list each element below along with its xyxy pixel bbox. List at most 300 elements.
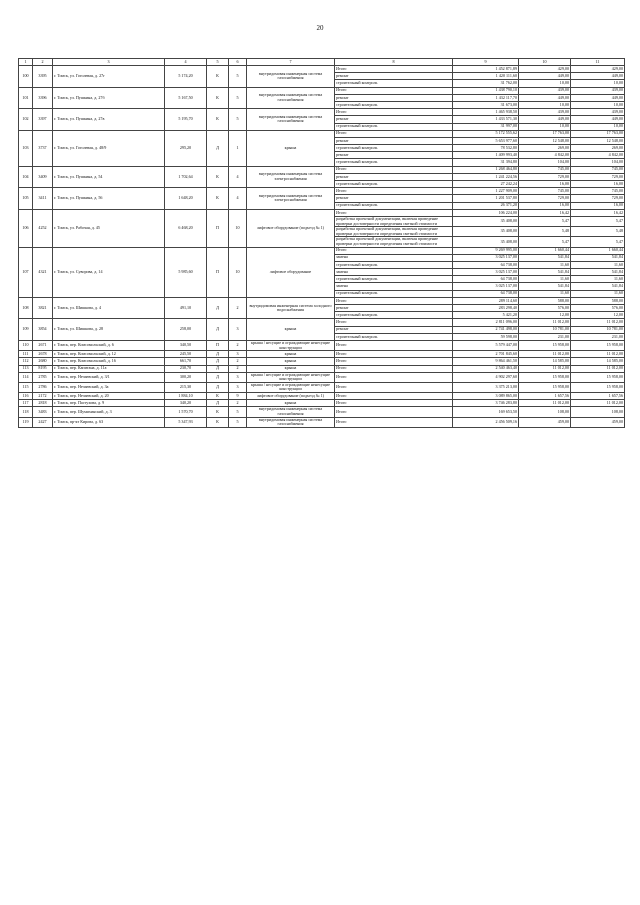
floors: 2	[229, 400, 247, 407]
cost: 1 433 571,30	[453, 116, 519, 123]
cost: 3 025 137,00	[453, 254, 519, 261]
house-id: 3483	[33, 407, 53, 417]
table-row	[19, 87, 625, 94]
cost: 3 746 283,80	[453, 400, 519, 407]
max-unit-cost: 11 012,00	[571, 351, 625, 358]
cost: 2 701 845,60	[453, 351, 519, 358]
service-type: разработка проектной документации, включая проведение проверки достоверности определения сметной стоимости	[335, 237, 453, 247]
address: г. Томск, ул. Суворова, д. 14	[53, 247, 165, 297]
house-id: 2427	[33, 417, 53, 427]
row-number: 109	[19, 319, 33, 341]
unit-cost: 11,60	[519, 261, 571, 268]
floors: 5	[229, 87, 247, 109]
unit-cost: 11,60	[519, 276, 571, 283]
max-unit-cost: 10 781,00	[571, 326, 625, 333]
cost: 2 540 463,40	[453, 365, 519, 372]
unit-cost: 745,00	[519, 166, 571, 173]
unit-cost: 15 958,00	[519, 382, 571, 392]
max-unit-cost: 104,00	[571, 159, 625, 166]
area: 300,20	[165, 372, 207, 382]
max-unit-cost: 16,00	[571, 202, 625, 209]
service-type: замена	[335, 269, 453, 276]
unit-cost: 12 548,00	[519, 137, 571, 144]
service-type: Итого	[335, 66, 453, 73]
unit-cost: 11,60	[519, 290, 571, 297]
max-unit-cost: 12,00	[571, 312, 625, 319]
max-unit-cost: 10,00	[571, 101, 625, 108]
service-type: Итого	[335, 372, 453, 382]
floors: 9	[229, 393, 247, 400]
unit-cost: 231,00	[519, 333, 571, 340]
house-type: К	[207, 393, 229, 400]
area: 661,70	[165, 358, 207, 365]
house-type: Д	[207, 365, 229, 372]
floors: 5	[229, 417, 247, 427]
unit-cost: 439,00	[519, 87, 571, 94]
house-id: 8195	[33, 365, 53, 372]
service-type: строительный контроль	[335, 101, 453, 108]
unit-cost: 449,00	[519, 116, 571, 123]
unit-cost: 11 012,00	[519, 351, 571, 358]
house-id: 2786	[33, 382, 53, 392]
max-unit-cost: 11,60	[571, 276, 625, 283]
area: 340,50	[165, 340, 207, 350]
table-row	[19, 66, 625, 73]
floors: 3	[229, 372, 247, 382]
unit-cost: 459,00	[519, 417, 571, 427]
area: 5 985,60	[165, 247, 207, 297]
row-number: 107	[19, 247, 33, 297]
cost: 3 025 137,00	[453, 283, 519, 290]
column-number-2: 2	[33, 59, 53, 66]
house-type: К	[207, 188, 229, 210]
house-id: 4252	[33, 209, 53, 247]
floors: 10	[229, 209, 247, 247]
house-type: К	[207, 66, 229, 88]
max-unit-cost: 11 012,00	[571, 319, 625, 326]
area: 230,70	[165, 365, 207, 372]
cost: 64 738,00	[453, 261, 519, 268]
address: г. Томск, ул. Пушкина, д. 27б	[53, 87, 165, 109]
unit-cost: 439,00	[519, 109, 571, 116]
cost: 1 438 790,10	[453, 87, 519, 94]
service-type: ремонт	[335, 116, 453, 123]
service-type: Итого	[335, 130, 453, 137]
address: г. Томск, ул. Гоголевая, д. 27г	[53, 66, 165, 88]
cost: 31 762,00	[453, 80, 519, 87]
work-type: внутридомовая инженерная система холодного водоснабжения	[247, 297, 335, 319]
house-id: 4321	[33, 247, 53, 297]
max-unit-cost: 269,00	[571, 145, 625, 152]
house-type: Д	[207, 400, 229, 407]
house-type: Д	[207, 372, 229, 382]
cost: 35 408,00	[453, 237, 519, 247]
service-type: строительный контроль	[335, 276, 453, 283]
work-type: внутридомовая инженерная система электроснабжения	[247, 166, 335, 188]
table-row	[19, 382, 625, 392]
max-unit-cost: 1 657,56	[571, 393, 625, 400]
unit-cost: 10,00	[519, 101, 571, 108]
work-type: крыша	[247, 351, 335, 358]
house-type: Д	[207, 358, 229, 365]
max-unit-cost: 10,00	[571, 123, 625, 130]
house-type: Д	[207, 351, 229, 358]
house-id: 2671	[33, 340, 53, 350]
max-unit-cost: 16,42	[571, 209, 625, 216]
service-type: разработка проектной документации, включая проведение проверки достоверности определения сметной стоимости	[335, 216, 453, 226]
area: 5 174,20	[165, 66, 207, 88]
cost: 1 465 938,50	[453, 109, 519, 116]
floors: 5	[229, 66, 247, 88]
house-id: 3397	[33, 109, 53, 131]
table-row	[19, 109, 625, 116]
service-type: разработка проектной документации, включая проведение проверки достоверности определения сметной стоимости	[335, 227, 453, 237]
house-id: 3854	[33, 319, 53, 341]
service-type: Итого	[335, 109, 453, 116]
house-id: 2172	[33, 393, 53, 400]
area: 215,30	[165, 382, 207, 392]
unit-cost: 269,00	[519, 145, 571, 152]
house-id: 3821	[33, 297, 53, 319]
max-unit-cost: 1 660,44	[571, 247, 625, 254]
row-number: 116	[19, 393, 33, 400]
column-number-9: 9	[453, 59, 519, 66]
column-number-11: 11	[571, 59, 625, 66]
max-unit-cost: 15 958,00	[571, 382, 625, 392]
service-type: строительный контроль	[335, 80, 453, 87]
max-unit-cost: 449,00	[571, 116, 625, 123]
max-unit-cost: 541,84	[571, 283, 625, 290]
service-type: Итого	[335, 297, 453, 304]
row-number: 118	[19, 407, 33, 417]
max-unit-cost: 15 958,00	[571, 372, 625, 382]
row-number: 114	[19, 372, 33, 382]
cost: 9 864 461,50	[453, 358, 519, 365]
unit-cost: 588,00	[519, 297, 571, 304]
work-type: крыша	[247, 130, 335, 166]
unit-cost: 15 958,00	[519, 372, 571, 382]
house-type: П	[207, 247, 229, 297]
cost: 35 408,00	[453, 227, 519, 237]
column-number-4: 4	[165, 59, 207, 66]
service-type: строительный контроль	[335, 261, 453, 268]
cost: 1 420 111,60	[453, 73, 519, 80]
floors: 4	[229, 166, 247, 188]
work-type: внутридомовая инженерная система газоснабжения	[247, 87, 335, 109]
service-type: строительный контроль	[335, 333, 453, 340]
house-id: 2678	[33, 351, 53, 358]
address: г. Томск, ул. Пушкина, д. 27в	[53, 109, 165, 131]
column-number-5: 5	[207, 59, 229, 66]
max-unit-cost: 459,00	[571, 417, 625, 427]
floors: 5	[229, 407, 247, 417]
max-unit-cost: 449,00	[571, 73, 625, 80]
cost: 3 025 137,00	[453, 269, 519, 276]
row-number: 111	[19, 351, 33, 358]
service-type: замена	[335, 283, 453, 290]
address: г. Томск, ул. Пушкина, д. 56	[53, 188, 165, 210]
cost: 78 532,80	[453, 145, 519, 152]
service-type: ремонт	[335, 152, 453, 159]
table-row	[19, 319, 625, 326]
table-row	[19, 209, 625, 216]
table-row	[19, 372, 625, 382]
unit-cost: 5,48	[519, 227, 571, 237]
house-id: 3409	[33, 166, 53, 188]
max-unit-cost: 10,00	[571, 80, 625, 87]
row-number: 115	[19, 382, 33, 392]
row-number: 100	[19, 66, 33, 88]
unit-cost: 4 842,00	[519, 152, 571, 159]
cost: 2 456 509,16	[453, 417, 519, 427]
floors: 1	[229, 130, 247, 166]
house-type: К	[207, 87, 229, 109]
service-type: ремонт	[335, 326, 453, 333]
cost: 5 579 447,00	[453, 340, 519, 350]
max-unit-cost: 576,00	[571, 305, 625, 312]
floors: 3	[229, 351, 247, 358]
service-type: Итого	[335, 400, 453, 407]
area: 1 570,70	[165, 407, 207, 417]
cost: 2 811 096,00	[453, 319, 519, 326]
max-unit-cost: 729,00	[571, 173, 625, 180]
work-type: крыша	[247, 365, 335, 372]
area: 295,20	[165, 130, 207, 166]
service-type: Итого	[335, 340, 453, 350]
cost: 64 738,00	[453, 290, 519, 297]
table-row	[19, 166, 625, 173]
max-unit-cost: 745,00	[571, 166, 625, 173]
table-row	[19, 365, 625, 372]
unit-cost: 15 958,00	[519, 340, 571, 350]
service-type: строительный контроль	[335, 123, 453, 130]
max-unit-cost: 745,00	[571, 188, 625, 195]
unit-cost: 16,00	[519, 181, 571, 188]
cost: 1 227 909,00	[453, 188, 519, 195]
service-type: ремонт	[335, 94, 453, 101]
work-type: крыша / несущие и ограждающие ненесущие конструкции	[247, 372, 335, 382]
work-type: крыша / несущие и ограждающие ненесущие конструкции	[247, 382, 335, 392]
unit-cost: 11 012,00	[519, 365, 571, 372]
column-number-8: 8	[335, 59, 453, 66]
unit-cost: 541,84	[519, 269, 571, 276]
house-type: К	[207, 417, 229, 427]
area: 258,00	[165, 319, 207, 341]
cost: 35 408,00	[453, 216, 519, 226]
row-number: 103	[19, 130, 33, 166]
work-type: крыша	[247, 400, 335, 407]
house-id: 2818	[33, 400, 53, 407]
unit-cost: 1 657,56	[519, 393, 571, 400]
address: г. Томск, пер. Комсомольский, д. 16	[53, 358, 165, 365]
address: г. Томск, ул. Рабочая, д. 45	[53, 209, 165, 247]
floors: 3	[229, 319, 247, 341]
max-unit-cost: 15 958,00	[571, 340, 625, 350]
address: г. Томск, пер. Шумихинский, д. 3	[53, 407, 165, 417]
column-number-7: 7	[247, 59, 335, 66]
service-type: Итого	[335, 393, 453, 400]
unit-cost: 11 012,00	[519, 400, 571, 407]
house-id: 3737	[33, 130, 53, 166]
house-type: К	[207, 407, 229, 417]
floors: 10	[229, 247, 247, 297]
service-type: строительный контроль	[335, 181, 453, 188]
max-unit-cost: 729,00	[571, 195, 625, 202]
area: 5 195,70	[165, 109, 207, 131]
area: 5 167,50	[165, 87, 207, 109]
address: г. Томск, пер. Комсомольский, д. 6	[53, 340, 165, 350]
table-row	[19, 188, 625, 195]
max-unit-cost: 12 548,00	[571, 137, 625, 144]
cost: 4 902 297,60	[453, 372, 519, 382]
unit-cost: 11 012,00	[519, 319, 571, 326]
max-unit-cost: 14 585,00	[571, 358, 625, 365]
area: 491,10	[165, 297, 207, 319]
unit-cost: 576,00	[519, 305, 571, 312]
cost: 26 371,20	[453, 202, 519, 209]
unit-cost: 729,00	[519, 173, 571, 180]
row-number: 102	[19, 109, 33, 131]
floors: 4	[229, 188, 247, 210]
max-unit-cost: 541,84	[571, 254, 625, 261]
table-row	[19, 358, 625, 365]
table-row	[19, 400, 625, 407]
row-number: 105	[19, 188, 33, 210]
address: г. Томск, ул. Пушкина, д. 54	[53, 166, 165, 188]
service-type: Итого	[335, 247, 453, 254]
service-type: Итого	[335, 382, 453, 392]
unit-cost: 5,47	[519, 237, 571, 247]
service-type: строительный контроль	[335, 159, 453, 166]
row-number: 101	[19, 87, 33, 109]
service-type: Итого	[335, 166, 453, 173]
work-type: внутридомовая инженерная система газоснабжения	[247, 109, 335, 131]
cost: 27 242,24	[453, 181, 519, 188]
work-type: лифтовое оборудование (подъезд № 1)	[247, 209, 335, 247]
table-row	[19, 351, 625, 358]
service-type: ремонт	[335, 73, 453, 80]
cost: 3 375 213,00	[453, 382, 519, 392]
unit-cost: 108,00	[519, 407, 571, 417]
table-row	[19, 247, 625, 254]
work-type: крыша	[247, 319, 335, 341]
unit-cost: 17 763,00	[519, 130, 571, 137]
floors: 3	[229, 382, 247, 392]
cost: 1 268 464,80	[453, 166, 519, 173]
unit-cost: 16,00	[519, 202, 571, 209]
floors: 2	[229, 340, 247, 350]
service-type: Итого	[335, 407, 453, 417]
row-number: 110	[19, 340, 33, 350]
work-type: лифтовое оборудование	[247, 247, 335, 297]
floors: 2	[229, 297, 247, 319]
max-unit-cost: 541,84	[571, 269, 625, 276]
max-unit-cost: 231,00	[571, 333, 625, 340]
house-id: 2680	[33, 358, 53, 365]
row-number: 119	[19, 417, 33, 427]
row-number: 112	[19, 358, 33, 365]
cost: 31 673,00	[453, 101, 519, 108]
floors: 2	[229, 365, 247, 372]
cost: 1 201 537,80	[453, 195, 519, 202]
service-type: Итого	[335, 358, 453, 365]
cost: 283 298,40	[453, 305, 519, 312]
unit-cost: 5,47	[519, 216, 571, 226]
table-row	[19, 417, 625, 427]
work-type: лифтовое оборудование (подъезд № 1)	[247, 393, 335, 400]
unit-cost: 541,84	[519, 254, 571, 261]
unit-cost: 429,00	[519, 66, 571, 73]
cost: 64 738,00	[453, 276, 519, 283]
work-type: внутридомовая инженерная система газоснабжения	[247, 66, 335, 88]
address: г. Томск, ул. Шишкова, д. 28	[53, 319, 165, 341]
house-id: 3396	[33, 87, 53, 109]
unit-cost: 12,00	[519, 312, 571, 319]
service-type: строительный контроль	[335, 312, 453, 319]
max-unit-cost: 5,47	[571, 237, 625, 247]
service-type: строительный контроль	[335, 290, 453, 297]
max-unit-cost: 5,47	[571, 216, 625, 226]
cost: 5 172 555,62	[453, 130, 519, 137]
area: 5 347,93	[165, 417, 207, 427]
max-unit-cost: 588,00	[571, 297, 625, 304]
cost: 1 452 871,89	[453, 66, 519, 73]
service-type: ремонт	[335, 195, 453, 202]
unit-cost: 16,42	[519, 209, 571, 216]
cost: 5 421,20	[453, 312, 519, 319]
cost: 31 997,00	[453, 123, 519, 130]
row-number: 113	[19, 365, 33, 372]
work-type: крыша	[247, 358, 335, 365]
address: г. Томск, пер. Нечаевский, д. 3а	[53, 382, 165, 392]
service-type: Итого	[335, 209, 453, 216]
service-type: строительный контроль	[335, 145, 453, 152]
max-unit-cost: 5,48	[571, 227, 625, 237]
address: г. Томск, пер. Капитана, д. 11а	[53, 365, 165, 372]
service-type: Итого	[335, 87, 453, 94]
service-type: ремонт	[335, 137, 453, 144]
max-unit-cost: 11,60	[571, 261, 625, 268]
house-type: Д	[207, 382, 229, 392]
cost: 1 432 117,70	[453, 94, 519, 101]
max-unit-cost: 11 012,00	[571, 365, 625, 372]
address: г. Томск, пр-кт Кирова, д. 63	[53, 417, 165, 427]
cost: 169 653,50	[453, 407, 519, 417]
cost: 3 089 865,00	[453, 393, 519, 400]
cost: 106 224,00	[453, 209, 519, 216]
max-unit-cost: 439,00	[571, 109, 625, 116]
house-id: 3411	[33, 188, 53, 210]
row-number: 108	[19, 297, 33, 319]
service-type: замена	[335, 254, 453, 261]
service-type: Итого	[335, 188, 453, 195]
unit-cost: 10,00	[519, 123, 571, 130]
floors: 2	[229, 358, 247, 365]
row-number: 104	[19, 166, 33, 188]
table-row	[19, 407, 625, 417]
work-type: крыша / несущие и ограждающие ненесущие конструкции	[247, 340, 335, 350]
table-row	[19, 297, 625, 304]
work-type: внутридомовая инженерная система газоснабжения	[247, 407, 335, 417]
column-number-1: 1	[19, 59, 33, 66]
area: 1 702,64	[165, 166, 207, 188]
row-number: 106	[19, 209, 33, 247]
max-unit-cost: 108,00	[571, 407, 625, 417]
cost: 9 269 995,00	[453, 247, 519, 254]
column-number-row	[19, 59, 625, 66]
column-number-10: 10	[519, 59, 571, 66]
address: г. Томск, пер. Нечаевский, д. 20	[53, 393, 165, 400]
